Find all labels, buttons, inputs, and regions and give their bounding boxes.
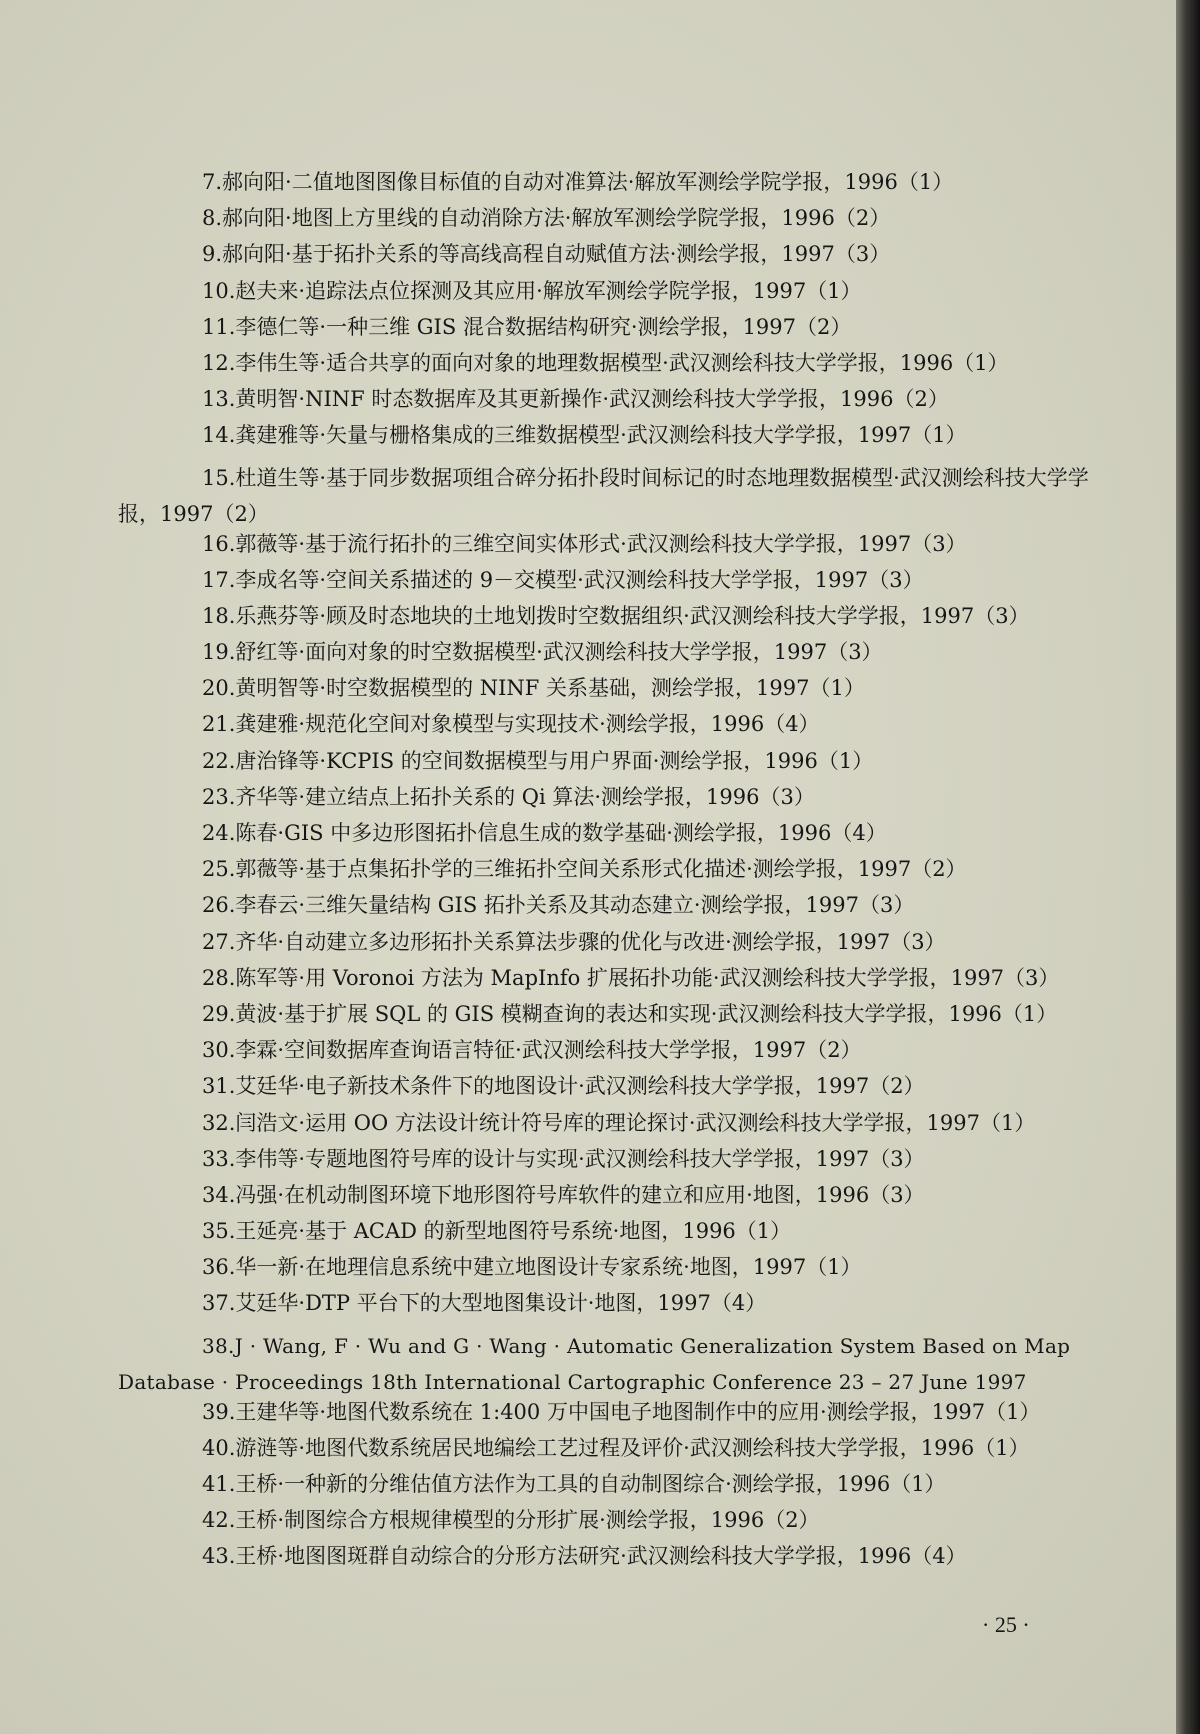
reference-item	[0, 279, 1176, 305]
reference-item	[0, 1291, 1176, 1317]
reference-item	[0, 1400, 1176, 1426]
reference-item	[0, 568, 1176, 594]
reference-item	[0, 351, 1176, 377]
reference-text: 艾廷华·DTP 平台下的大型地图集设计·地图，1997（4）	[235, 1291, 767, 1316]
reference-number: 41.	[202, 1472, 236, 1496]
reference-number: 22.	[202, 748, 236, 773]
reference-text: 黄明智等·时空数据模型的 NINF 关系基础，测绘学报，1997（1）	[235, 676, 865, 701]
reference-number: 12.	[202, 350, 236, 375]
reference-text: 李成名等·空间关系描述的 9－交模型·武汉测绘科技大学学报，1997（3）	[235, 567, 924, 592]
reference-number: 13.	[202, 387, 236, 412]
reference-item	[0, 676, 1176, 702]
reference-item	[0, 785, 1176, 811]
reference-text: 王桥·地图图斑群自动综合的分形方法研究·武汉测绘科技大学学报，1996（4）	[235, 1544, 967, 1569]
reference-item	[0, 532, 1176, 558]
reference-item	[0, 460, 1176, 532]
reference-item	[0, 1147, 1176, 1173]
reference-text: 艾廷华·电子新技术条件下的地图设计·武汉测绘科技大学学报，1997（2）	[235, 1074, 925, 1099]
reference-item	[0, 1038, 1176, 1064]
reference-number: 42.	[202, 1508, 236, 1533]
reference-text: 李伟等·专题地图符号库的设计与实现·武汉测绘科技大学学报，1997（3）	[235, 1146, 925, 1171]
reference-text: 齐华·自动建立多边形拓扑关系算法步骤的优化与改进·测绘学报，1997（3）	[235, 929, 946, 954]
reference-item	[0, 1183, 1176, 1209]
reference-number: 26.	[202, 893, 236, 918]
reference-number: 35.	[202, 1219, 236, 1244]
reference-number: 16.	[202, 531, 236, 556]
reference-number: 33.	[202, 1146, 236, 1171]
reference-text: 赵夫来·追踪法点位探测及其应用·解放军测绘学院学报，1997（1）	[235, 278, 862, 303]
reference-text: 舒红等·面向对象的时空数据模型·武汉测绘科技大学学报，1997（3）	[235, 640, 883, 665]
reference-number: 14.	[202, 423, 236, 448]
reference-item	[0, 749, 1176, 775]
reference-item	[0, 1255, 1176, 1281]
reference-number: 7.	[202, 170, 223, 194]
reference-item	[0, 966, 1176, 992]
reference-number: 8.	[202, 206, 223, 231]
reference-number: 20.	[202, 676, 236, 701]
reference-item	[0, 1002, 1176, 1028]
reference-number: 29.	[202, 1001, 236, 1026]
reference-number: 18.	[202, 603, 236, 628]
reference-item	[0, 1544, 1176, 1570]
reference-text: 王延亮·基于 ACAD 的新型地图符号系统·地图，1996（1）	[235, 1219, 792, 1244]
reference-number: 40.	[202, 1435, 236, 1460]
reference-text: 龚建雅等·矢量与栅格集成的三维数据模型·武汉测绘科技大学学报，1997（1）	[235, 423, 967, 448]
reference-text: 郝向阳·二值地图图像目标值的自动对准算法·解放军测绘学院学报，1996（1）	[222, 170, 954, 194]
reference-number: 37.	[202, 1291, 236, 1316]
reference-number: 31.	[202, 1074, 236, 1099]
reference-number: 36.	[202, 1255, 236, 1280]
reference-number: 10.	[202, 278, 236, 303]
reference-item	[0, 1436, 1176, 1462]
reference-text: 李霖·空间数据库查询语言特征·武汉测绘科技大学学报，1997（2）	[235, 1038, 862, 1063]
reference-item	[0, 821, 1176, 847]
reference-item	[0, 893, 1176, 919]
reference-number: 19.	[202, 640, 236, 665]
reference-item	[0, 712, 1176, 738]
reference-text: 黄明智·NINF 时态数据库及其更新操作·武汉测绘科技大学学报，1996（2）	[235, 387, 949, 412]
page-edge-shadow	[1176, 0, 1200, 1734]
reference-text: 华一新·在地理信息系统中建立地图设计专家系统·地图，1997（1）	[235, 1255, 862, 1280]
reference-text: 郝向阳·基于拓扑关系的等高线高程自动赋值方法·测绘学报，1997（3）	[222, 242, 891, 267]
reference-number: 43.	[202, 1544, 236, 1569]
reference-number: 39.	[202, 1399, 236, 1424]
reference-text: 李伟生等·适合共享的面向对象的地理数据模型·武汉测绘科技大学学报，1996（1）	[235, 350, 1009, 375]
reference-item	[0, 423, 1176, 449]
reference-item	[0, 857, 1176, 883]
reference-item	[0, 1508, 1176, 1534]
reference-number: 28.	[202, 965, 236, 990]
reference-number: 9.	[202, 242, 223, 267]
reference-item	[0, 604, 1176, 630]
reference-text: 王桥·制图综合方根规律模型的分形扩展·测绘学报，1996（2）	[235, 1508, 820, 1533]
reference-number: 11.	[202, 314, 236, 339]
reference-text: 李春云·三维矢量结构 GIS 拓扑关系及其动态建立·测绘学报，1997（3）	[235, 893, 915, 918]
reference-number: 30.	[202, 1038, 236, 1063]
reference-text: 冯强·在机动制图环境下地形图符号库软件的建立和应用·地图，1996（3）	[235, 1182, 925, 1207]
reference-item	[0, 1111, 1176, 1137]
reference-text: 唐治锋等·KCPIS 的空间数据模型与用户界面·测绘学报，1996（1）	[235, 748, 874, 773]
reference-text: 李德仁等·一种三维 GIS 混合数据结构研究·测绘学报，1997（2）	[235, 314, 852, 339]
reference-item	[0, 206, 1176, 232]
reference-text: 齐华等·建立结点上拓扑关系的 Qi 算法·测绘学报，1996（3）	[235, 784, 815, 809]
reference-item	[0, 1074, 1176, 1100]
reference-text: 乐燕芬等·顾及时态地块的土地划拨时空数据组织·武汉测绘科技大学学报，1997（3）	[235, 603, 1030, 628]
reference-text: 郝向阳·地图上方里线的自动消除方法·解放军测绘学院学报，1996（2）	[222, 206, 891, 231]
reference-item	[0, 640, 1176, 666]
reference-text: 杜道生等·基于同步数据项组合碎分拓扑段时间标记的时态地理数据模型·武汉测绘科技大学学报，1997（2）	[118, 465, 1089, 526]
reference-text: 郭薇等·基于点集拓扑学的三维拓扑空间关系形式化描述·测绘学报，1997（2）	[235, 857, 967, 882]
reference-text: 闫浩文·运用 OO 方法设计统计符号库的理论探讨·武汉测绘科技大学学报，1997（1）	[235, 1110, 1036, 1135]
reference-item	[0, 315, 1176, 341]
reference-item	[0, 1472, 1176, 1498]
reference-number: 32.	[202, 1110, 236, 1135]
reference-item	[0, 1328, 1176, 1400]
reference-item	[0, 1219, 1176, 1245]
reference-text: 王桥·一种新的分维估值方法作为工具的自动制图综合·测绘学报，1996（1）	[235, 1472, 946, 1496]
reference-list	[0, 170, 1176, 1581]
reference-number: 17.	[202, 567, 236, 592]
reference-number: 34.	[202, 1182, 236, 1207]
reference-text: 陈春·GIS 中多边形图拓扑信息生成的数学基础·测绘学报，1996（4）	[235, 821, 887, 845]
reference-text: 龚建雅·规范化空间对象模型与实现技术·测绘学报，1996（4）	[235, 712, 820, 737]
reference-text: 游涟等·地图代数系统居民地编绘工艺过程及评价·武汉测绘科技大学学报，1996（1）	[235, 1435, 1030, 1460]
reference-number: 27.	[202, 929, 236, 954]
reference-text: 陈军等·用 Voronoi 方法为 MapInfo 扩展拓扑功能·武汉测绘科技大学学报，1997（3）	[235, 965, 1060, 990]
reference-text: 王建华等·地图代数系统在 1:400 万中国电子地图制作中的应用·测绘学报，1997（1）	[235, 1399, 1041, 1424]
reference-text: J · Wang, F · Wu and G · Wang · Automatic Generalization System Based on Map Database · Proceedings 18th International Cartographic Conference 23 – 27 June 1997	[118, 1333, 1071, 1394]
reference-number: 25.	[202, 857, 236, 882]
reference-item	[0, 242, 1176, 268]
reference-number: 15.	[202, 465, 236, 490]
reference-item	[0, 170, 1176, 196]
reference-number: 38.	[202, 1333, 235, 1358]
reference-number: 24.	[202, 821, 236, 845]
page-number: · 25 ·	[982, 1612, 1030, 1637]
reference-number: 23.	[202, 784, 236, 809]
reference-item	[0, 930, 1176, 956]
reference-text: 黄波·基于扩展 SQL 的 GIS 模糊查询的表达和实现·武汉测绘科技大学学报，1996（1）	[235, 1001, 1058, 1026]
reference-item	[0, 387, 1176, 413]
reference-text: 郭薇等·基于流行拓扑的三维空间实体形式·武汉测绘科技大学学报，1997（3）	[235, 531, 967, 556]
reference-number: 21.	[202, 712, 236, 737]
